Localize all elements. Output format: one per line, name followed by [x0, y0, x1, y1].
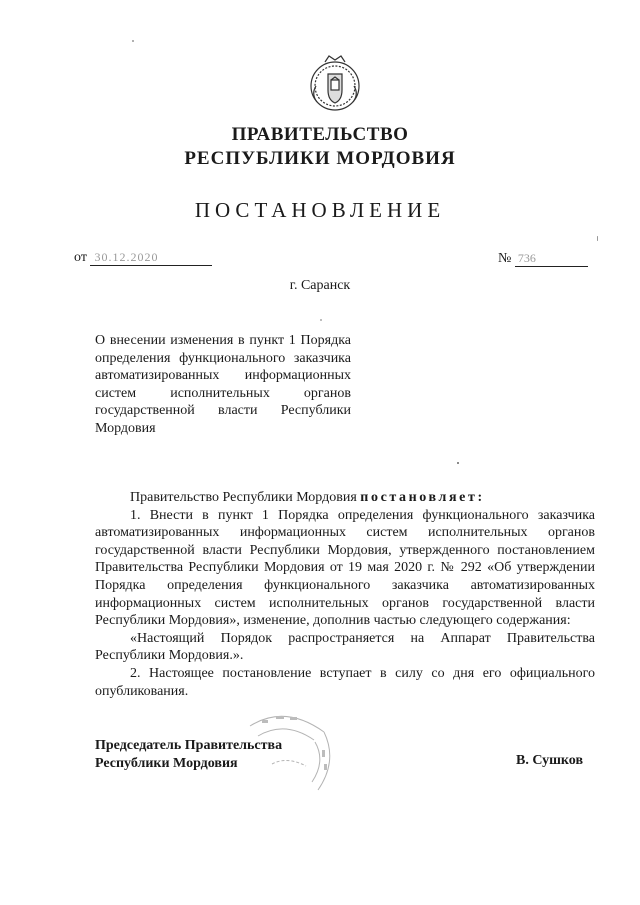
scan-speck: [457, 462, 459, 464]
decree-item-1: 1. Внести в пункт 1 Порядка определения функционального заказчика автоматизированных информационных систем исполнительных органов государственной власти Республики Мордовия, утвержденного постановлением Правительства Республики Мордовия от 19 мая 2020 г. № 292 «Об утверждении Порядка определения функционального заказчика автоматизированных информационных систем исполнительных органов государственной власти Республики Мордовия», изменение, дополнив частью следующего содержания:: [95, 507, 595, 629]
org-title-line2: РЕСПУБЛИКИ МОРДОВИЯ: [184, 148, 456, 169]
number-field: [498, 251, 588, 267]
scan-speck: [320, 319, 322, 321]
document-type: ПОСТАНОВЛЕНИЕ: [194, 198, 446, 222]
coat-of-arms-emblem: [303, 50, 367, 116]
document-subject: О внесении изменения в пункт 1 Порядка определения функционального заказчика автоматизированных информационных систем исполнительных органов государственной власти Республики Мордовия: [95, 333, 351, 436]
decree-intro: [95, 489, 595, 507]
decree-word: постановляет:: [360, 490, 485, 505]
org-title-line1: ПРАВИТЕЛЬСТВО: [231, 124, 409, 145]
signatory-name: В. Сушков: [516, 753, 584, 768]
decree-intro-text: Правительство Республики Мордовия: [130, 490, 357, 505]
date-field: [74, 250, 212, 266]
number-value: 736: [515, 251, 588, 267]
document-body: [95, 489, 595, 700]
signatory-title-line2: Республики Мордовия: [95, 755, 238, 771]
date-value: 30.12.2020: [90, 250, 212, 266]
decree-quote: «Настоящий Порядок распространяется на Аппарат Правительства Республики Мордовия.».: [95, 630, 595, 664]
signatory-title: [95, 737, 282, 772]
number-prefix: №: [498, 251, 512, 266]
decree-item-2: 2. Настоящее постановление вступает в силу со дня его официального опубликования.: [95, 665, 595, 699]
scan-speck: [597, 236, 598, 241]
date-prefix: от: [74, 250, 87, 265]
city-line: г. Саранск: [289, 278, 351, 293]
scan-speck: [132, 40, 134, 42]
signatory-title-line1: Председатель Правительства: [95, 738, 283, 753]
